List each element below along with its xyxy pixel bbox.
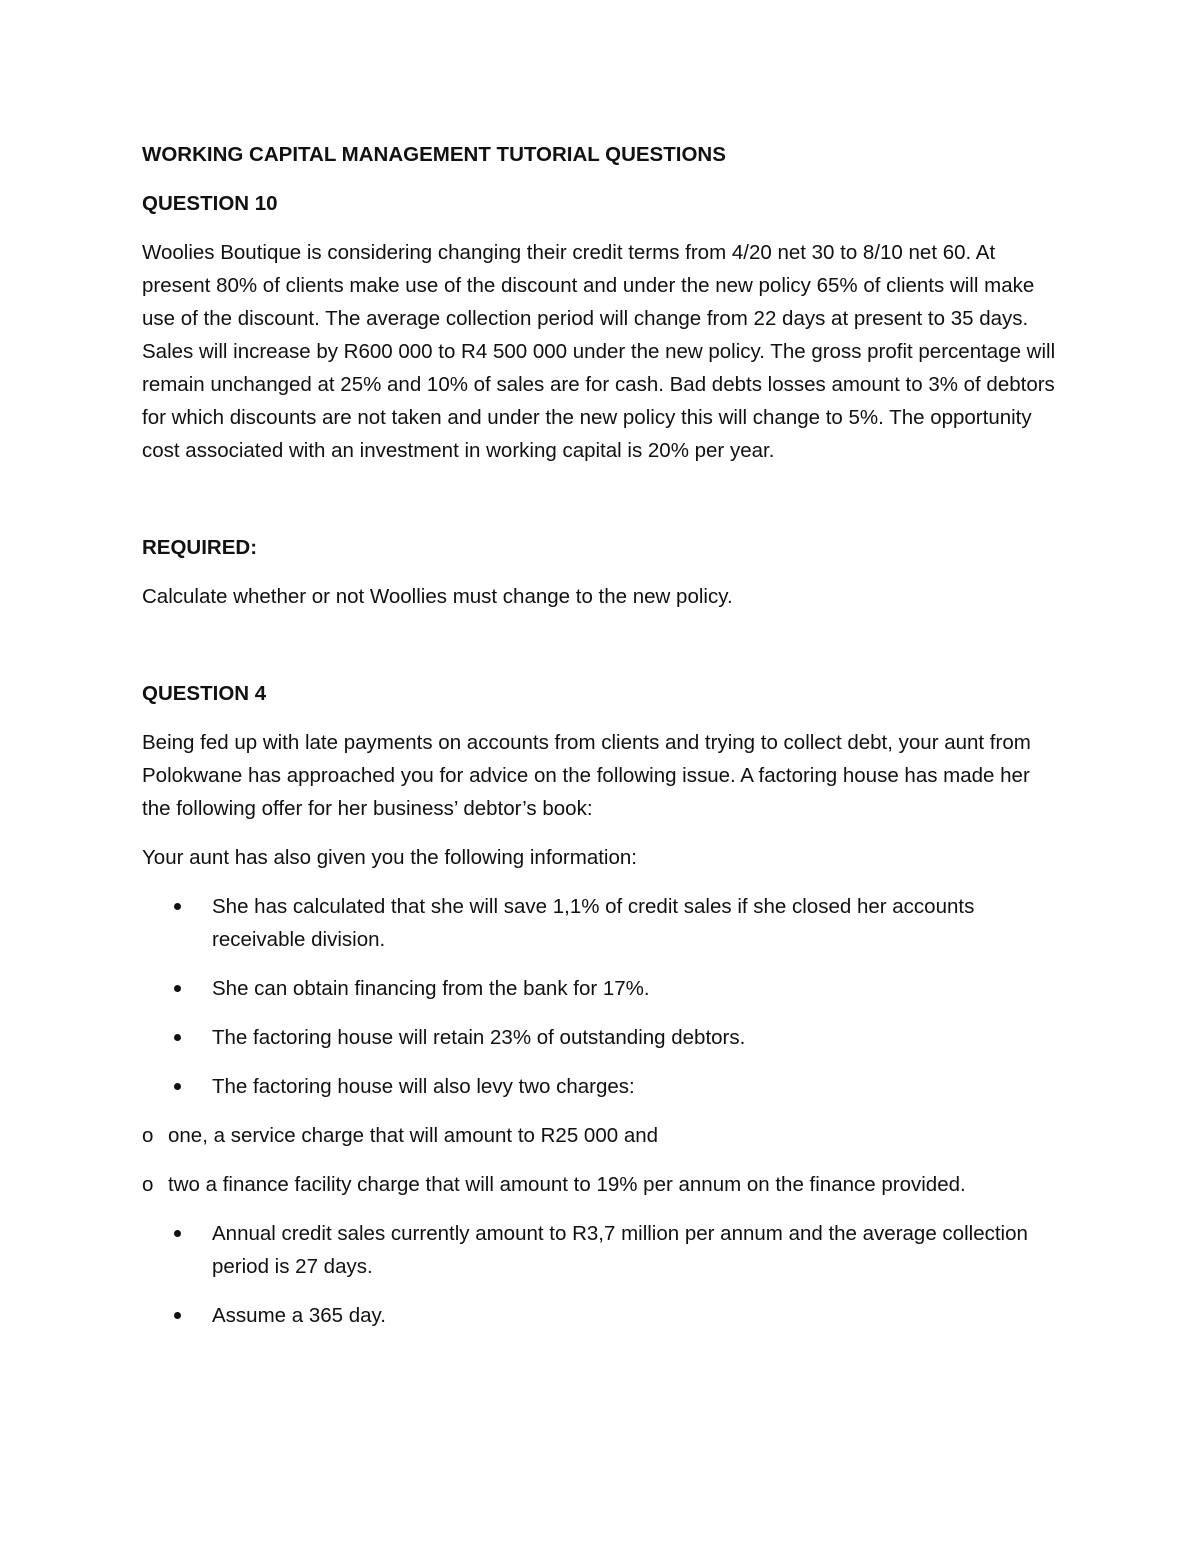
- question-4-heading: QUESTION 4: [142, 682, 267, 705]
- sub-bullet-marker: o: [142, 1173, 154, 1196]
- question-4-body: Being fed up with late payments on accounts from clients and trying to collect debt, your aunt from Polokwane has approached you for advice on the following issue. A factoring house has made her the following offer for her business’ debtor’s book:: [142, 731, 1031, 820]
- document-title: WORKING CAPITAL MANAGEMENT TUTORIAL QUESTIONS: [142, 143, 726, 166]
- required-body: Calculate whether or not Woollies must change to the new policy.: [142, 585, 733, 608]
- bullet-icon: [174, 985, 181, 992]
- bullet-icon: [174, 1034, 181, 1041]
- bullet-icon: [174, 1312, 181, 1319]
- bullet-icon: [174, 1230, 181, 1237]
- list-item: [142, 890, 1062, 956]
- list-item-text: Assume a 365 day.: [212, 1304, 386, 1327]
- sub-list-item-text: one, a service charge that will amount to R25 000 and: [168, 1124, 659, 1147]
- list-item: [142, 972, 1062, 1005]
- sub-list-item: [142, 1119, 1062, 1152]
- list-item-text: The factoring house will also levy two charges:: [212, 1075, 635, 1098]
- information-bullets-a: [142, 890, 1062, 1103]
- information-bullets-b: [142, 1217, 1062, 1332]
- list-item: [142, 1217, 1062, 1283]
- list-item-text: She has calculated that she will save 1,1% of credit sales if she closed her accounts receivable division.: [212, 895, 975, 951]
- list-item: [142, 1021, 1062, 1054]
- list-item-text: Annual credit sales currently amount to R3,7 million per annum and the average collection period is 27 days.: [212, 1222, 1028, 1278]
- bullet-icon: [174, 903, 181, 910]
- sub-list-item: [142, 1168, 1062, 1201]
- information-intro: Your aunt has also given you the following information:: [142, 846, 637, 869]
- sub-list-item-text: two a finance facility charge that will amount to 19% per annum on the finance provided.: [168, 1173, 966, 1196]
- list-item-text: She can obtain financing from the bank for 17%.: [212, 977, 650, 1000]
- required-heading: REQUIRED:: [142, 536, 258, 559]
- list-item-text: The factoring house will retain 23% of outstanding debtors.: [212, 1026, 746, 1049]
- question-10-heading: QUESTION 10: [142, 192, 278, 215]
- document-page: [142, 138, 1062, 1348]
- bullet-icon: [174, 1083, 181, 1090]
- list-item: [142, 1070, 1062, 1103]
- sub-bullet-marker: o: [142, 1124, 154, 1147]
- list-item: [142, 1299, 1062, 1332]
- question-10-body: Woolies Boutique is considering changing their credit terms from 4/20 net 30 to 8/10 net 60. At present 80% of clients make use of the discount and under the new policy 65% of clients will make use of the discount. The average collection period will change from 22 days at present to 35 days. Sales will increase by R600 000 to R4 500 000 under the new policy. The gross profit percentage will remain unchanged at 25% and 10% of sales are for cash. Bad debts losses amount to 3% of debtors for which discounts are not taken and under the new policy this will change to 5%. The opportunity cost associated with an investment in working capital is 20% per year.: [142, 241, 1056, 462]
